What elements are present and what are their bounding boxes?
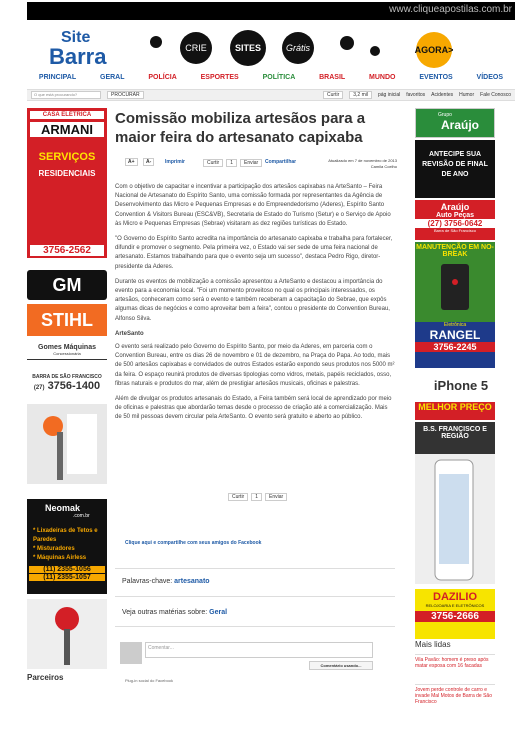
- dazilio-label: DAZILIO: [433, 591, 477, 603]
- melhor-preco-label: MELHOR PREÇO: [415, 402, 495, 420]
- nav-item-videos[interactable]: VÍDEOS: [476, 74, 503, 81]
- sites-circle: SITES: [230, 30, 266, 66]
- auto-pecas-label: Auto Peças: [435, 212, 475, 219]
- rangel-ad[interactable]: [415, 322, 495, 368]
- araujo-label: Araújo: [440, 118, 479, 132]
- crie-circle: CRIE: [180, 32, 212, 64]
- dazilio-sub: RELOJOARIA E ELETRÔNICOS: [425, 603, 485, 608]
- divider: [115, 626, 395, 627]
- neomak-item: * Lixadeiras de Tetos e Paredes: [33, 528, 98, 543]
- more-label: Veja outras matérias sobre:: [122, 609, 208, 616]
- site-url: www.cliqueapostilas.com.br: [389, 4, 512, 15]
- like-count: 3,2 mil: [349, 91, 372, 99]
- manutencao-label: MANUTENÇÃO EM NO-BREAK: [416, 244, 494, 258]
- nav-item-esportes[interactable]: ESPORTES: [200, 74, 239, 81]
- agora-button[interactable]: AGORA>: [416, 32, 452, 68]
- product-image: [27, 599, 107, 669]
- bsf-label: B.S. FRANCISCO E REGIÃO: [415, 422, 495, 454]
- left-ads: [27, 104, 107, 704]
- like-button[interactable]: Curtir: [323, 91, 343, 99]
- gomes-contact: [27, 374, 107, 398]
- neomak-item: * Máquinas Airless: [33, 555, 87, 561]
- crie-sites-banner[interactable]: [140, 30, 470, 70]
- search-button[interactable]: PROCURAR: [107, 91, 144, 99]
- humor-link[interactable]: Humor: [459, 92, 475, 98]
- deco-circle: [150, 36, 162, 48]
- dazilio-ad[interactable]: [415, 589, 495, 639]
- divider: [115, 568, 395, 569]
- phone: 3756-1400: [47, 380, 101, 392]
- neomak-url: .com.br: [73, 513, 90, 519]
- comment-button[interactable]: Comentário usando...: [309, 661, 373, 670]
- article-title: Comissão mobiliza artesãos para a maior feira do artesanato capixaba: [115, 110, 366, 146]
- iphone-ad[interactable]: [415, 372, 495, 402]
- article-body: [115, 183, 395, 429]
- font-increase-button[interactable]: A+: [125, 158, 138, 166]
- servicos-label: SERVIÇOS: [38, 151, 96, 163]
- top-bar: [0, 0, 520, 28]
- paragraph: O evento será realizado pelo Governo do Espírito Santo, por meio da Aderes, em parceria com o Convention Bureau, entre os dias 26 de novembro e 01 de dezembro, na Praça do Papa. Ao todo, mais de 500 artesãos capixabas e convidados de outros Estados estarão expondo seus produtos nos 5000 m² da feira. O espaço reunirá produtos de diversas tipologias como vidros, metais, papéis reciclados, osso, fibras naturais e produtos do mar, além de prestigiar artesãos musicais, oficinas e palestras.: [115, 344, 395, 387]
- like-button[interactable]: Curtir: [203, 159, 223, 167]
- gratis-circle: Grátis: [282, 32, 314, 64]
- phone: 3756-2245: [415, 342, 495, 352]
- divider: [115, 596, 395, 597]
- article-tools: [125, 158, 395, 170]
- araujo-logo[interactable]: [415, 108, 495, 138]
- sander-icon: [27, 404, 107, 484]
- phone: 3756-2666: [415, 611, 495, 622]
- nav-item-geral[interactable]: GERAL: [100, 74, 125, 81]
- avatar: [120, 642, 142, 664]
- armani-label: ARMANI: [30, 122, 104, 137]
- deco-circle: [370, 46, 380, 56]
- casa-top: CASA ELÉTRICA: [30, 111, 104, 119]
- nav-item-principal[interactable]: PRINCIPAL: [38, 74, 77, 81]
- phone: (27) 3756-0642: [415, 219, 495, 228]
- parceiros-heading: Parceiros: [27, 673, 64, 682]
- nav-item-politica[interactable]: POLÍTICA: [262, 74, 296, 81]
- search-input[interactable]: O que está procurando?: [31, 91, 101, 99]
- tags-label: Palavras-chave:: [122, 578, 173, 585]
- neomak-ad[interactable]: [27, 499, 107, 594]
- deco-circle: [340, 36, 354, 50]
- updated-date: Atualizado em 7 de novembro de 2013: [328, 158, 397, 163]
- auto-pecas-ad[interactable]: [415, 200, 495, 240]
- paragraph: Além de divulgar os produtos artesanais do Estado, a Feira também será local de aprendizado por meio de oficinas e palestras que abordarão temas desde o processo de criação até a comercialização. Mais de 50 mil pessoas devem circular pela ArteSanto. O evento será gratuito e aberto ao público.: [115, 396, 392, 421]
- stihl-logo[interactable]: STIHL: [27, 304, 107, 336]
- home-link[interactable]: pág inicial: [378, 92, 401, 98]
- neomak-logo: Neomak: [45, 503, 81, 513]
- paragraph: "O Governo do Espírito Santo acredita na importância do artesanato capixaba e trabalha para fortalecer, difundir e promover o segmento. Pela primeira vez, o Estado vai ser sede de uma feira nacional de artesanato. Estamos trabalhando para que o evento seja um sucesso", destaca Pedro Rigo, diretor-presidente da Aderes.: [115, 236, 393, 270]
- site-logo[interactable]: [49, 30, 129, 70]
- most-read-link[interactable]: Jovem perde controle de carro e invade Mal Motos de Barra de São Francisco: [415, 684, 495, 706]
- gomes-label: Gomes Máquinas: [38, 344, 96, 351]
- facebook-share-link[interactable]: Clique aqui e compartilhe com seus amigos do Facebook: [125, 540, 262, 546]
- nav-item-mundo[interactable]: MUNDO: [369, 74, 396, 81]
- like-count: 1: [251, 493, 262, 501]
- nobreak-icon: [435, 262, 475, 312]
- rangel-sub: Eletrônica: [443, 322, 467, 328]
- like-button[interactable]: Curtir: [228, 493, 248, 501]
- paragraph: Durante os eventos de mobilização a comissão apresentou a ArteSanto e destacou a importância do evento para a economia local. "Foi um momento proveitoso no qual os principais interessados, os artesãos, conheceram como será o evento e também receberam a capacitação do Sebrae, que expôs algumas dicas de negócios e como aproveitar bem a feira", contou o presidente do Convention Bureau, Alfonso Silva.: [115, 278, 390, 322]
- toolbar: [27, 89, 515, 101]
- logo-line1: Site: [61, 29, 91, 46]
- fb-plugin-label: Plug-in social do Facebook: [125, 678, 174, 683]
- iphone-icon: [415, 454, 493, 584]
- nobreak-ad[interactable]: [415, 242, 495, 322]
- most-read-link[interactable]: Vila Pavão: homem é preso após matar esposa com 16 facadas: [415, 654, 495, 676]
- araujo-label: Araújo: [440, 202, 470, 212]
- iphone-label: iPhone 5: [433, 378, 489, 393]
- residenciais-label: RESIDENCIAIS: [38, 169, 96, 178]
- more-tag-link[interactable]: Geral: [209, 609, 228, 616]
- sander-icon: [27, 599, 107, 669]
- grupo-label: Grupo: [438, 112, 452, 118]
- mais-lidas-heading: Mais lidas: [415, 640, 451, 649]
- comment-input[interactable]: Comentar...: [145, 642, 373, 658]
- author: Camila Coelho: [370, 164, 397, 169]
- contact-link[interactable]: Fale Conosco: [480, 92, 511, 98]
- nav-item-policia[interactable]: POLÍCIA: [148, 74, 177, 81]
- casa-eletrica-ad[interactable]: [27, 108, 107, 258]
- tag-link[interactable]: artesanato: [174, 578, 210, 585]
- send-button[interactable]: Enviar: [240, 159, 262, 167]
- share-link[interactable]: Compartilhar: [265, 159, 297, 165]
- gm-logo[interactable]: GM: [27, 270, 107, 300]
- subheading: ArteSanto: [115, 330, 144, 337]
- right-ads: [415, 104, 493, 724]
- accidents-link[interactable]: Acidentes: [431, 92, 454, 98]
- more-row: [122, 609, 227, 616]
- rangel-label: RANGEL: [429, 328, 481, 342]
- antecipe-banner[interactable]: ANTECIPE SUA REVISÃO DE FINAL DE ANO: [415, 140, 495, 198]
- city: Barra de São Francisco: [433, 228, 477, 233]
- font-decrease-button[interactable]: A-: [143, 158, 154, 166]
- paragraph: Com o objetivo de capacitar e incentivar a participação dos artesãos capixabas na ArteSanto – Feira Nacional de Artesanato do Espírito Santo, uma comissão formada por representantes da Agência de Desenvolvimento das Micro e Pequenas Empresas e do Empreendedorismo (Aderes), Espírito Santo Convention & Visitors Bureau (ESC&VB), Secretaria de Estado do Turismo (Setur) e o Serviço de Apoio às Micro e Pequenas Empresas (Sebrae) visitaram as dez regiões turísticas do Estado.: [115, 184, 391, 227]
- area-code: (27): [33, 385, 45, 391]
- iphone-image: [415, 454, 495, 584]
- phone: 3756-2562: [30, 245, 104, 256]
- main-nav: [27, 74, 515, 88]
- favorites-link[interactable]: favoritos: [406, 92, 426, 98]
- nav-item-brasil[interactable]: BRASIL: [319, 74, 346, 81]
- like-count: 1: [226, 159, 237, 167]
- print-link[interactable]: Imprimir: [165, 159, 186, 165]
- logo-line2: Barra: [49, 44, 107, 69]
- neomak-item: * Misturadores: [33, 546, 75, 552]
- gomes-sub: Concessionária: [53, 351, 81, 356]
- send-button[interactable]: Enviar: [265, 493, 287, 501]
- phone: (11) 2355-1057: [29, 574, 105, 581]
- city: BARRA DE SÃO FRANCISCO: [32, 374, 102, 380]
- phone: (11) 2355-1056: [29, 566, 105, 573]
- nav-item-eventos[interactable]: EVENTOS: [419, 74, 453, 81]
- gomes-logo[interactable]: [27, 344, 107, 360]
- product-image: [27, 404, 107, 484]
- tags-row: [122, 578, 210, 585]
